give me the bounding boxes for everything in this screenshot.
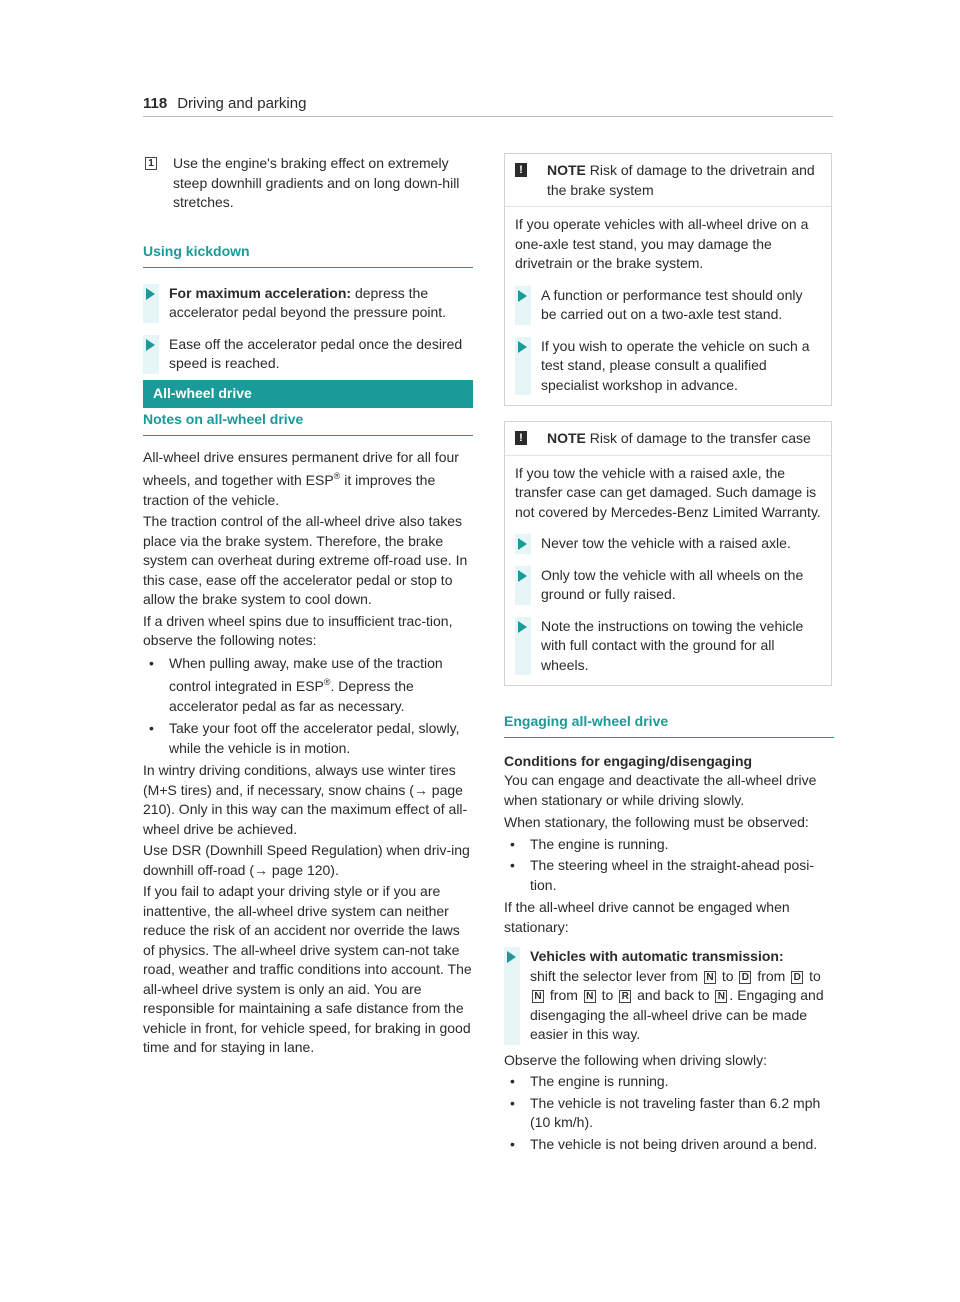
step-arrow-icon	[143, 284, 159, 323]
note1-body	[505, 207, 831, 405]
notes-title: Notes on all-wheel drive	[143, 410, 473, 436]
note1-step-1	[515, 286, 821, 325]
bullet-2: • Take your foot off the accelerator pedal, slowly, while the vehicle is in motion.	[143, 719, 473, 758]
awd-section-bar: All-wheel drive	[143, 380, 473, 408]
note-transfer-case	[504, 421, 832, 686]
kickdown-step2-text: Ease off the accelerator pedal once the desired speed is reached.	[169, 335, 463, 371]
auto-t2c: to	[601, 987, 614, 1003]
page-number: 118	[143, 95, 168, 112]
note2-head: Risk of damage to the transfer case	[585, 430, 811, 446]
auto-bold: Vehicles with automatic transmission:	[530, 948, 784, 964]
note2-body	[505, 456, 831, 686]
key-d-icon: D	[739, 971, 751, 984]
note1-header	[505, 154, 831, 207]
auto-t2: to	[721, 967, 734, 984]
paragraph-3: If a driven wheel spins due to insufficient trac-tion, observe the following notes:	[143, 612, 453, 648]
cannot-engage-text: If the all-wheel drive cannot be engaged when stationary:	[504, 899, 790, 935]
note1-step-2	[515, 337, 821, 396]
note1-text: If you operate vehicles with all-wheel drive on a one-axle test stand, you may damage the drivetrain or the brake system.	[515, 216, 809, 271]
note2-step-2	[515, 566, 821, 605]
step-arrow-icon	[515, 286, 531, 325]
kickdown-step1-text: depress the accelerator pedal beyond the pressure point.	[169, 284, 447, 320]
key-n-icon: N	[532, 990, 544, 1003]
note2-step1-text: Never tow the vehicle with a raised axle.	[541, 535, 791, 551]
slow-bullet-3: • The vehicle is not being driven around a bend.	[504, 1135, 834, 1155]
warning-icon: !	[515, 431, 527, 445]
page-header	[143, 94, 833, 117]
key-n-icon: N	[715, 990, 727, 1003]
key-n-icon: N	[704, 971, 716, 984]
awd-notes	[143, 410, 473, 1058]
paragraph-1	[143, 448, 473, 511]
step-arrow-icon	[515, 337, 531, 396]
key-d-icon: D	[791, 971, 803, 984]
paragraph-5: Use DSR (Downhill Speed Regulation) when driv-ing downhill off-road (→ page 120).	[143, 842, 470, 878]
auto-t2b: to	[809, 967, 821, 984]
auto-t5: Engaging and disengaging the all-wheel drive can be made easier in this way.	[530, 987, 824, 1042]
engage-title: Engaging all-wheel drive	[504, 712, 834, 738]
section-title: Driving and parking	[177, 95, 307, 112]
step-arrow-icon	[504, 947, 520, 1045]
key-1-icon: 1	[145, 157, 157, 170]
conditions-text: You can engage and deactivate the all-wheel drive when stationary or while driving slowly.	[504, 772, 817, 808]
reg-mark: ®	[333, 471, 341, 481]
key-n-icon: N	[584, 990, 596, 1003]
note2-step3-text: Note the instructions on towing the vehicle with full contact with the ground for all wheels.	[541, 617, 804, 673]
note2-label: NOTE	[547, 430, 586, 446]
warning-icon: !	[515, 163, 527, 177]
note1-label: NOTE	[547, 162, 586, 178]
kickdown-step1-bold: For maximum acceleration:	[169, 284, 352, 301]
step-arrow-icon	[515, 566, 531, 605]
auto-t4: and back to	[637, 987, 710, 1003]
auto-t3: from	[757, 967, 786, 984]
b1a: When pulling away, make use of the traction control integrated in ESP	[169, 654, 443, 694]
auto-t1: shift the selector lever from	[530, 967, 699, 984]
note1-step2-text: If you wish to operate the vehicle on such a test stand, please consult a qualified specialist workshop in advance.	[541, 337, 810, 393]
stationary-bullet-1: • The engine is running.	[504, 835, 834, 855]
note1-step1-text: A function or performance test should only be carried out on a two-axle test stand.	[541, 286, 803, 322]
intro-step	[143, 154, 473, 213]
stationary-bullet-2: • The steering wheel in the straight-ahead posi-tion.	[504, 856, 834, 895]
kickdown-title: Using kickdown	[143, 242, 473, 268]
note2-text: If you tow the vehicle with a raised axle, the transfer case can get damaged. Such damage is not covered by Mercedes-Benz Limited Warranty.	[515, 464, 821, 520]
paragraph-4: In wintry driving conditions, always use winter tires (M+S tires) and, if necessary, snow chains (→ page 210). Only in this way can the maximum effect of all-wheel drive be achieved.	[143, 762, 468, 837]
reg-mark: ®	[323, 677, 331, 687]
paragraph-2: The traction control of the all-wheel drive also takes place via the brake system. Therefore, the brake system can overheat during extreme off-road use. In this case, ease off the accelerator pedal or stop to allow the brake system to cool down.	[143, 513, 468, 607]
conditions-title: Conditions for engaging/disengaging	[504, 752, 753, 769]
p1a: All-wheel drive ensures permanent drive for all four wheels, and together with ESP	[143, 448, 459, 488]
step-arrow-icon	[515, 617, 531, 676]
paragraph-6: If you fail to adapt your driving style or if you are inattentive, the all-wheel drive system can neither reduce the risk of an accident nor override the laws of physics. The all-wheel drive system can-not take road, weather and traffic conditions into account. The all-wheel drive system is only an aid. You are responsible for maintaining a safe distance from the vehicle in front, for vehicle speed, for braking in good time and for staying in lane.	[143, 883, 472, 1055]
engage-section	[504, 712, 834, 1154]
slow-intro: Observe the following when driving slowly:	[504, 1051, 768, 1068]
p1b: it improves the traction of the vehicle.	[143, 472, 436, 508]
intro-text: Use the engine's braking effect on extremely steep downhill gradients and on long down-hill stretches.	[173, 155, 460, 210]
note2-header	[505, 422, 831, 456]
step-arrow-icon	[143, 335, 159, 374]
note1-head: Risk of damage to the drivetrain and the brake system	[547, 162, 815, 198]
note2-step-1	[515, 534, 821, 554]
kickdown-section	[143, 242, 473, 374]
key-r-icon: R	[619, 990, 631, 1003]
note2-step-3	[515, 617, 821, 676]
slow-bullet-1: • The engine is running.	[504, 1072, 834, 1092]
slow-bullet-2: • The vehicle is not traveling faster than 6.2 mph (10 km/h).	[504, 1094, 834, 1133]
step-arrow-icon	[515, 534, 531, 554]
note-drivetrain	[504, 153, 832, 406]
kickdown-step-2	[143, 335, 473, 374]
auto-t3b: from	[549, 987, 578, 1003]
stationary-intro: When stationary, the following must be observed:	[504, 814, 809, 830]
bullet-1	[143, 654, 473, 717]
note2-step2-text: Only tow the vehicle with all wheels on the ground or fully raised.	[541, 566, 804, 602]
automatic-transmission-step: Vehicles with automatic transmission: shift the selector lever from N to D from D to N from N to R and back to N . Engaging and disengaging the all-wheel drive can be made easier in this way.	[504, 947, 834, 1045]
b1b: . Depress the accelerator pedal as far as necessary.	[169, 678, 414, 714]
kickdown-step-1	[143, 284, 473, 323]
